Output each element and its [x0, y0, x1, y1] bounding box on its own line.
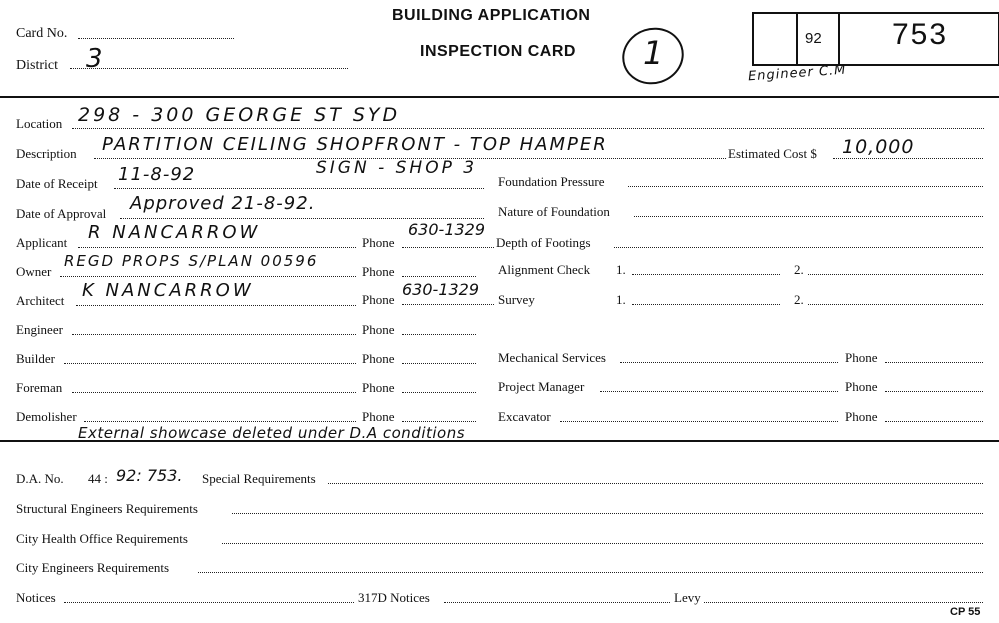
- survey-label: Survey: [498, 292, 535, 307]
- architect-phone-value: 630-1329: [402, 280, 480, 299]
- date-receipt-label: Date of Receipt: [16, 176, 98, 191]
- top-rule: [0, 96, 999, 98]
- owner-phone-label: Phone: [362, 264, 395, 279]
- owner-value: REGD PROPS S/PLAN 00596: [64, 252, 319, 270]
- project-manager-label: Project Manager: [498, 379, 585, 394]
- excavator-phone-label: Phone: [845, 409, 878, 424]
- notices-317d-label: 317D Notices: [358, 590, 430, 605]
- foreman-phone-label: Phone: [362, 380, 395, 395]
- estimated-cost-value: 10,000: [842, 136, 915, 158]
- foreman-line: [72, 392, 356, 393]
- nature-foundation-label: Nature of Foundation: [498, 204, 610, 219]
- owner-phone-line: [402, 276, 476, 277]
- description-value-2: SIGN - SHOP 3: [316, 158, 478, 178]
- foreman-phone-line: [402, 392, 476, 393]
- alignment-2-label: 2.: [794, 262, 804, 277]
- middle-rule: [0, 440, 999, 442]
- alignment-1-line: [632, 274, 780, 275]
- title-line1: BUILDING APPLICATION: [392, 7, 591, 24]
- mechanical-phone-label: Phone: [845, 350, 878, 365]
- applicant-line: [78, 247, 356, 248]
- alignment-1-label: 1.: [616, 262, 626, 277]
- city-engineers-line: [198, 572, 983, 573]
- da-no-label: D.A. No.: [16, 471, 64, 486]
- location-value: 298 - 300 GEORGE ST SYD: [78, 104, 401, 126]
- architect-line: [76, 305, 356, 306]
- demolisher-label: Demolisher: [16, 409, 77, 424]
- district-value: 3: [86, 44, 104, 74]
- mechanical-services-line: [620, 362, 838, 363]
- excavator-label: Excavator: [498, 409, 551, 424]
- district-label: District: [16, 58, 58, 73]
- applicant-phone-label: Phone: [362, 235, 395, 250]
- engineer-phone-line: [402, 334, 476, 335]
- date-approval-value: Approved 21-8-92.: [130, 193, 316, 214]
- engineer-line: [72, 334, 356, 335]
- notices-line: [64, 602, 354, 603]
- special-requirements-line: [328, 483, 983, 484]
- form-code: CP 55: [950, 606, 981, 618]
- location-label: Location: [16, 116, 63, 131]
- builder-phone-label: Phone: [362, 351, 395, 366]
- city-engineers-label: City Engineers Requirements: [16, 560, 170, 575]
- circled-number: 1: [643, 34, 664, 72]
- handwritten-note: External showcase deleted under D.A conditions: [78, 424, 466, 442]
- survey-2-line: [808, 304, 983, 305]
- location-line: [72, 128, 984, 129]
- structural-engineers-label: Structural Engineers Requirements: [16, 501, 198, 516]
- engineer-note: Engineer C.M: [747, 62, 847, 85]
- box-small-value: 92: [805, 30, 822, 47]
- levy-line: [704, 602, 983, 603]
- foundation-pressure-line: [628, 186, 983, 187]
- description-label: Description: [16, 146, 77, 161]
- excavator-line: [560, 421, 838, 422]
- applicant-value: R NANCARROW: [88, 222, 261, 243]
- box-divider-1: [796, 12, 798, 66]
- special-requirements-label: Special Requirements: [202, 471, 316, 486]
- city-health-label: City Health Office Requirements: [16, 531, 188, 546]
- builder-label: Builder: [16, 351, 55, 366]
- structural-engineers-line: [232, 513, 983, 514]
- levy-label: Levy: [674, 590, 701, 605]
- alignment-check-label: Alignment Check: [498, 262, 591, 277]
- builder-line: [64, 363, 356, 364]
- district-line: [70, 68, 348, 69]
- architect-value: K NANCARROW: [82, 280, 254, 301]
- excavator-phone-line: [885, 421, 983, 422]
- alignment-2-line: [808, 274, 983, 275]
- card-number-box: [752, 12, 999, 66]
- box-divider-2: [838, 12, 840, 66]
- survey-1-line: [632, 304, 780, 305]
- owner-line: [60, 276, 356, 277]
- depth-footings-line: [614, 247, 983, 248]
- builder-phone-line: [402, 363, 476, 364]
- architect-phone-label: Phone: [362, 292, 395, 307]
- owner-label: Owner: [16, 264, 52, 279]
- demolisher-phone-line: [402, 421, 476, 422]
- da-no-prefix: 44 :: [88, 471, 108, 486]
- date-approval-label: Date of Approval: [16, 206, 107, 221]
- notices-label: Notices: [16, 590, 56, 605]
- estimated-cost-line: [833, 158, 983, 159]
- applicant-phone-value: 630-1329: [408, 220, 486, 239]
- project-manager-phone-label: Phone: [845, 379, 878, 394]
- nature-foundation-line: [634, 216, 983, 217]
- description-value: PARTITION CEILING SHOPFRONT - TOP HAMPER: [102, 134, 608, 155]
- mechanical-phone-line: [885, 362, 983, 363]
- title-line2: INSPECTION CARD: [420, 43, 576, 60]
- engineer-phone-label: Phone: [362, 322, 395, 337]
- survey-1-label: 1.: [616, 292, 626, 307]
- date-approval-line: [120, 218, 484, 219]
- depth-footings-label: Depth of Footings: [496, 235, 591, 250]
- card-no-label: Card No.: [16, 26, 68, 41]
- project-manager-phone-line: [885, 391, 983, 392]
- date-receipt-value: 11-8-92: [118, 164, 196, 185]
- city-health-line: [222, 543, 983, 544]
- applicant-phone-line: [402, 247, 494, 248]
- architect-label: Architect: [16, 293, 65, 308]
- survey-2-label: 2.: [794, 292, 804, 307]
- estimated-cost-label: Estimated Cost $: [728, 146, 817, 161]
- engineer-label: Engineer: [16, 322, 63, 337]
- mechanical-services-label: Mechanical Services: [498, 350, 606, 365]
- foundation-pressure-label: Foundation Pressure: [498, 174, 605, 189]
- da-no-value: 92: 753.: [116, 466, 183, 485]
- architect-phone-line: [402, 304, 494, 305]
- project-manager-line: [600, 391, 838, 392]
- card-no-line: [78, 38, 234, 39]
- foreman-label: Foreman: [16, 380, 63, 395]
- notices-317d-line: [444, 602, 670, 603]
- demolisher-line: [84, 421, 356, 422]
- date-receipt-line: [114, 188, 484, 189]
- box-number-value: 753: [892, 18, 949, 51]
- demolisher-phone-label: Phone: [362, 409, 395, 424]
- applicant-label: Applicant: [16, 235, 68, 250]
